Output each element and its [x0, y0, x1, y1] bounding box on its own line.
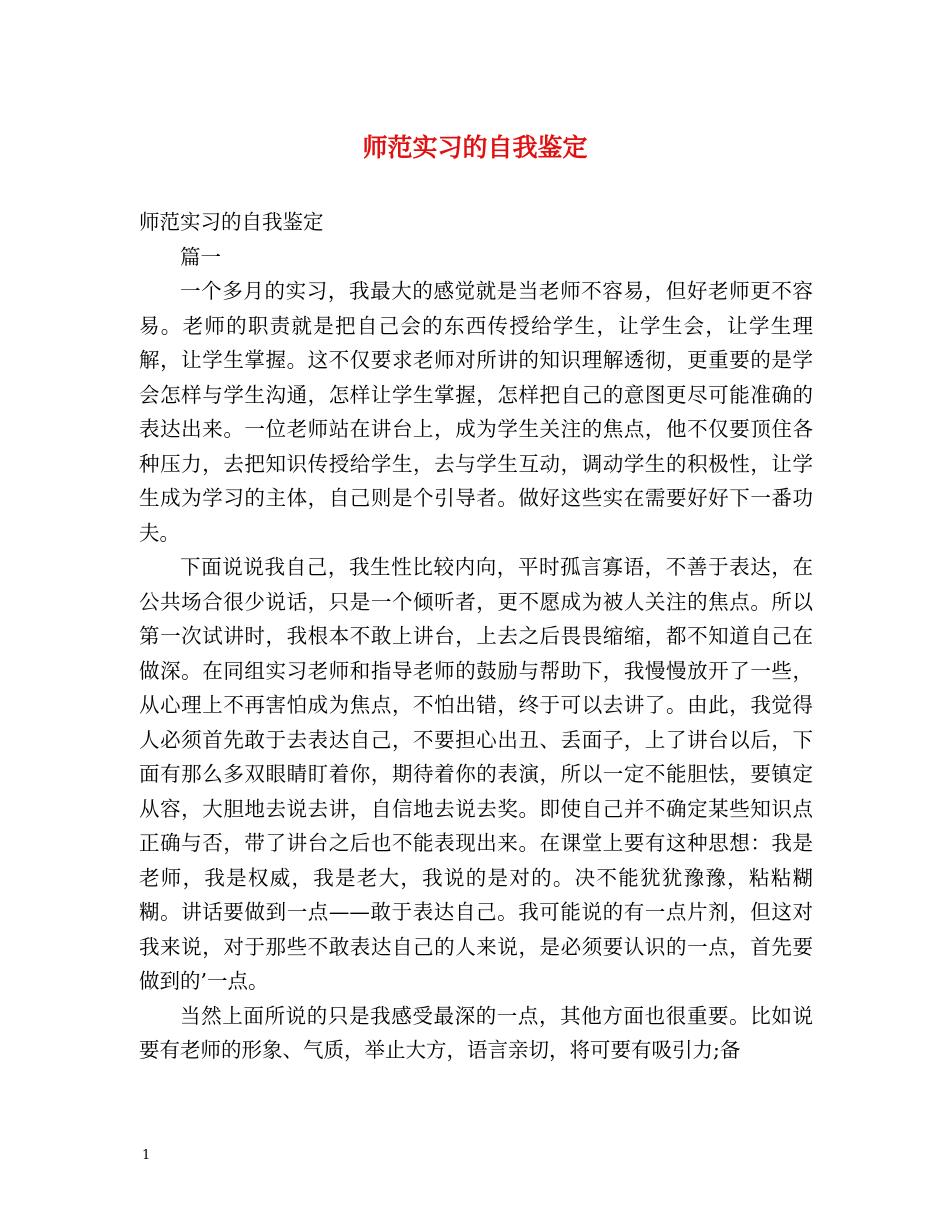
section-label: 篇一: [180, 244, 221, 269]
paragraph: 当然上面所说的只是我感受最深的一点，其他方面也很重要。比如说要有老师的形象、气质，举止大方，语言亲切，将可要有吸引力;备: [139, 1003, 813, 1062]
paragraph: 下面说说我自己，我生性比较内向，平时孤言寡语，不善于表达，在公共场合很少说话，只是一个倾听者，更不愿成为被人关注的焦点。所以第一次试讲时，我根本不敢上讲台，上去之后畏畏缩缩，都不知道自己在做深。在同组实习老师和指导老师的鼓励与帮助下，我慢慢放开了一些，从心理上不再害怕成为焦点，不怕出错，终于可以去讲了。由此，我觉得人必须首先敢于去表达自己，不要担心出丑、丢面子，上了讲台以后，下面有那么多双眼睛盯着你，期待着你的表演，所以一定不能胆怯，要镇定从容，大胆地去说去讲，自信地去说去奖。即使自己并不确定某些知识点正确与否，带了讲台之后也不能表现出来。在课堂上要有这种思想：我是老师，我是权威，我是老大，我说的是对的。决不能犹犹豫豫，粘粘糊糊。讲话要做到一点——敢于表达自己。我可能说的有一点片剂，但这对我来说，对于那些不敢表达自己的人来说，是必须要认识的一点，首先要做到的’一点。: [139, 555, 813, 993]
document-body: [139, 205, 813, 1068]
document-title: 师范实习的自我鉴定: [362, 133, 588, 162]
paragraph: 一个多月的实习，我最大的感觉就是当老师不容易，但好老师更不容易。老师的职责就是把自己会的东西传授给学生，让学生会，让学生理解，让学生掌握。这不仅要求老师对所讲的知识理解透彻，更重要的是学会怎样与学生沟通，怎样让学生掌握，怎样把自己的意图更尽可能准确的表达出来。一位老师站在讲台上，成为学生关注的焦点，他不仅要顶住各种压力，去把知识传授给学生，去与学生互动，调动学生的积极性，让学生成为学习的主体，自己则是个引导者。做好这些实在需要好好下一番功夫。: [139, 279, 813, 545]
page-number: 1: [142, 1148, 151, 1163]
document-subtitle: 师范实习的自我鉴定: [139, 210, 324, 234]
